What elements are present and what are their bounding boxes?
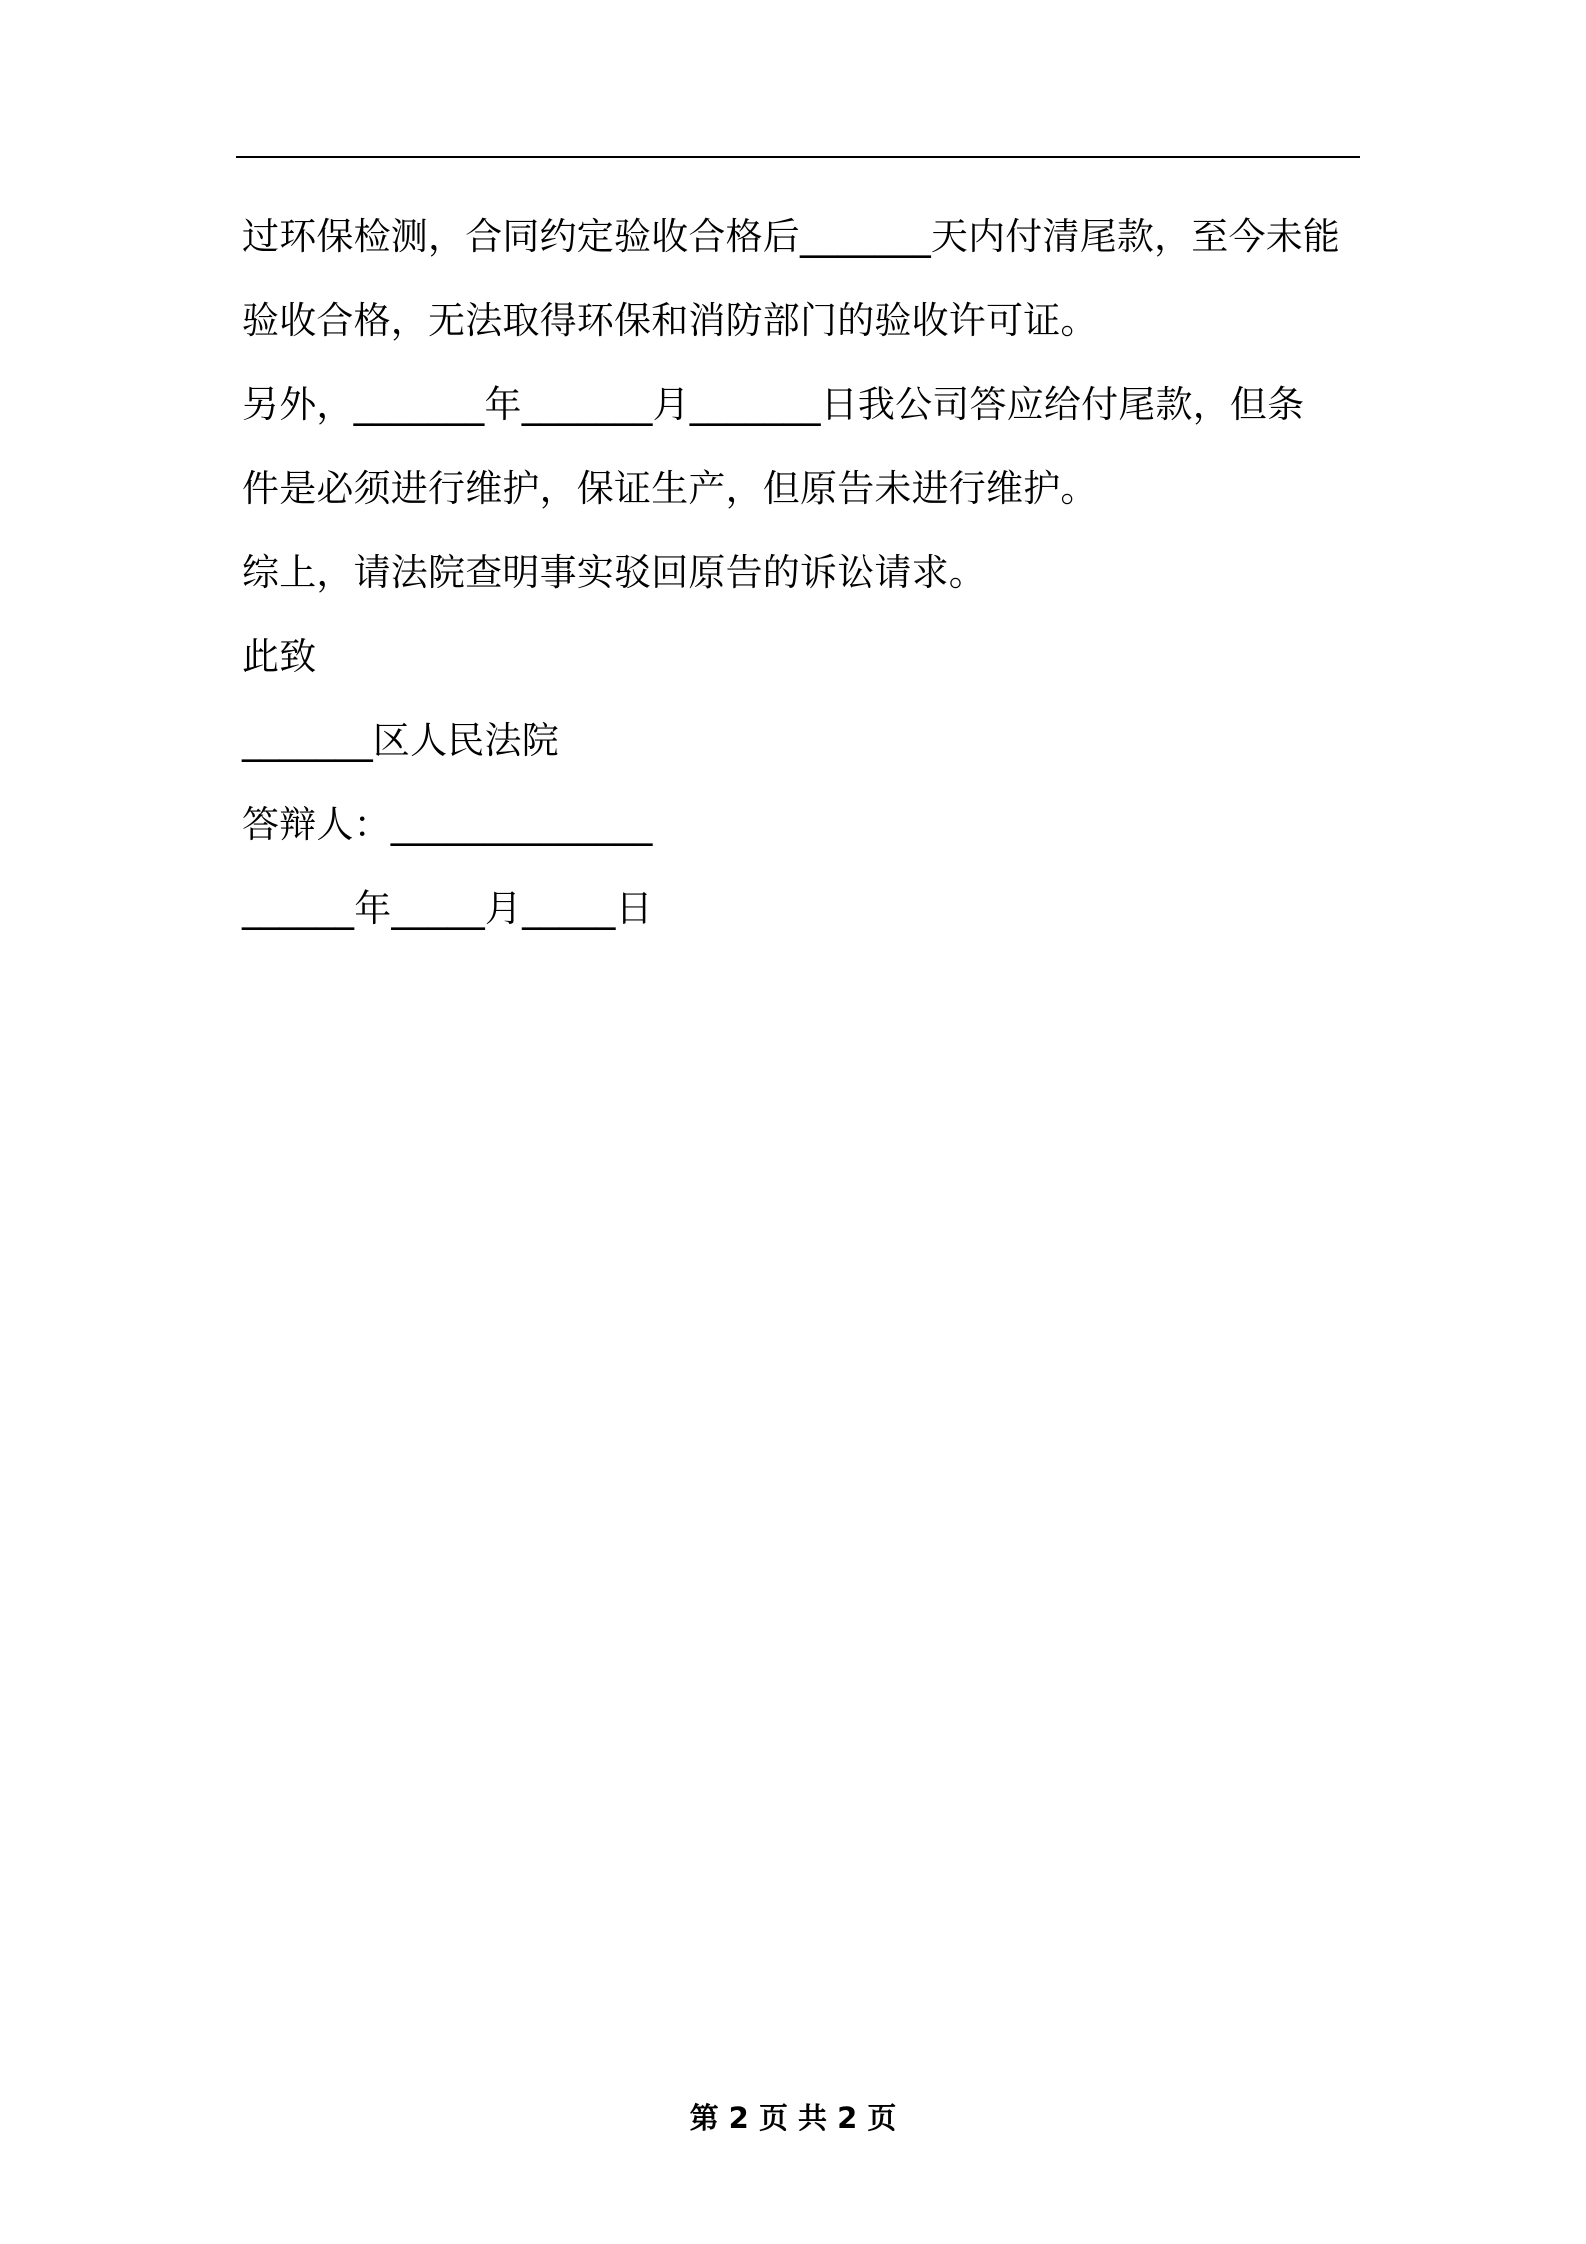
- paragraph-line-2: 验收合格，无法取得环保和消防部门的验收许可证。: [242, 299, 1098, 342]
- header-rule: [236, 156, 1360, 158]
- paragraph-line-4: 件是必须进行维护，保证生产，但原告未进行维护。: [242, 467, 1098, 510]
- salutation: 此致: [242, 635, 317, 678]
- date-line: ______年_____月_____日: [242, 887, 653, 930]
- conclusion-line: 综上，请法院查明事实驳回原告的诉讼请求。: [242, 551, 986, 594]
- document-body: [242, 195, 1357, 951]
- paragraph-line-1: 过环保检测，合同约定验收合格后_______天内付清尾款，至今未能: [242, 215, 1341, 258]
- respondent-signature: 答辩人：______________: [242, 803, 653, 846]
- page-number: 第 2 页 共 2 页: [689, 2101, 897, 2135]
- paragraph-line-3: 另外，_______年_______月_______日我公司答应给付尾款，但条: [242, 383, 1305, 426]
- court-name: _______区人民法院: [242, 719, 559, 762]
